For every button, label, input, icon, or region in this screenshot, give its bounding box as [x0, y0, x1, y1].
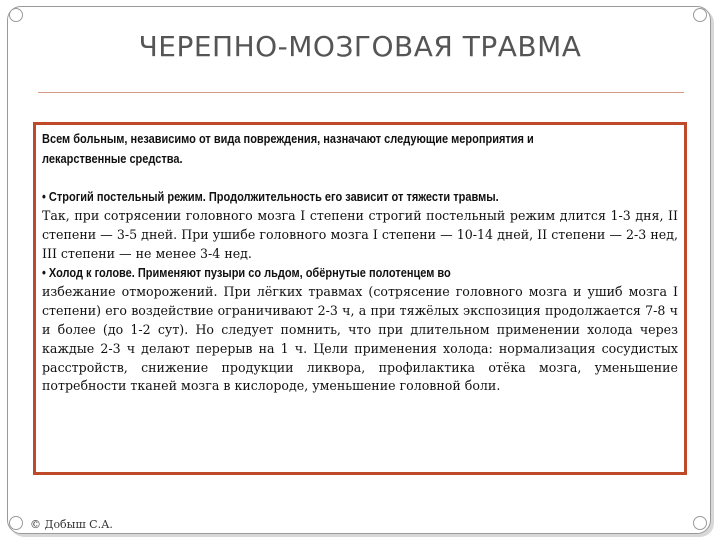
- bullet-heading-bed-rest: • Строгий постельный режим. Продолжительность его зависит от тяжести травмы.: [42, 189, 499, 204]
- corner-handle-icon: [9, 516, 23, 530]
- corner-handle-icon: [9, 8, 23, 22]
- footer-copyright: © Добыш С.А.: [30, 518, 113, 531]
- content-box: [33, 122, 687, 475]
- intro-line: лекарственные средства.: [42, 151, 183, 166]
- bullet-heading-cold: • Холод к голове. Применяют пузыри со льдом, обёрнутые полотенцем во: [42, 265, 451, 281]
- title-divider: [38, 92, 684, 93]
- bullet-text-cold: избежание отморожений. При лёгких травмах (сотрясение головного мозга и ушиб мозга I степени) его воздействие ограничивают 2-3 ч, а при тяжёлых экспозиция продолжается 7-8 ч и более (до 1-2 сут). Но следует помнить, что при длительном применении холода через каждые 2-3 ч делают перерыв на 1 ч. Цели применения холода: нормализация сосудистых расстройств, снижение продукции ликвора, профилактика отёка мозга, уменьшение потребности тканей мозга в кислороде, уменьшение головной боли.: [42, 284, 678, 394]
- corner-handle-icon: [693, 8, 707, 22]
- bullet-text-bed-rest: Так, при сотрясении головного мозга I степени строгий постельный режим длится 1-3 дня, II степени — 3-5 дней. При ушибе головного мозга I степени — 10-14 дней, II степени — 2-3 нед, III степени — не менее 3-4 нед.: [42, 208, 678, 261]
- corner-handle-icon: [693, 516, 707, 530]
- intro-paragraph: [42, 129, 678, 169]
- slide-title: ЧЕРЕПНО-МОЗГОВАЯ ТРАВМА: [138, 30, 582, 63]
- intro-line: Всем больным, независимо от вида повреждения, назначают следующие мероприятия и: [42, 131, 534, 146]
